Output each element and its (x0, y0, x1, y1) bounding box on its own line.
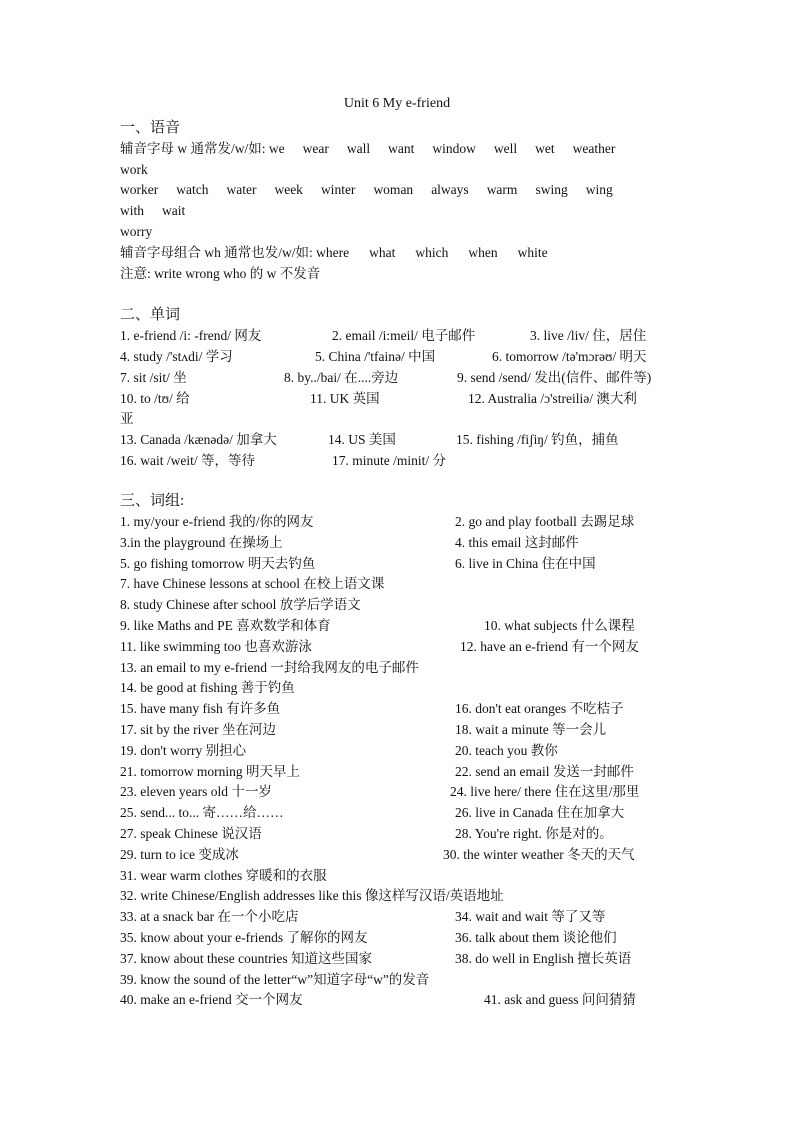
phrase-item: 11. like swimming too 也喜欢游泳 (120, 638, 312, 654)
phrase-item: 16. don't eat oranges 不吃桔子 (455, 701, 624, 717)
phonics-word: wait (162, 203, 186, 218)
phonics-word: with (120, 203, 145, 218)
vocab-item: 1. e-friend /i: -frend/ 网友 (120, 328, 262, 343)
phrase-item: 9. like Maths and PE 喜欢数学和体育 (120, 618, 331, 633)
phrase-item: 21. tomorrow morning 明天早上 (120, 763, 300, 779)
vocab-item: 12. Australia /ɔ'streiliə/ 澳大利 (468, 391, 637, 406)
phonics-line-1 (120, 139, 674, 159)
phonics-word: wet (535, 141, 555, 156)
phonics-line-5: worry (120, 224, 153, 239)
phonics-word: we (268, 141, 285, 156)
phrase-item: 34. wait and wait 等了又等 (455, 909, 606, 925)
phonics-intro-2: 辅音字母组合 wh 通常也发/w/如: (120, 245, 313, 260)
vocab-item: 5. China /'tfainə/ 中国 (315, 349, 436, 364)
phrase-item: 10. what subjects 什么课程 (484, 618, 635, 633)
phrase-item: 5. go fishing tomorrow 明天去钓鱼 (120, 555, 316, 571)
phonics-word: water (226, 182, 257, 197)
vocab-line-wrap: 亚 (120, 411, 134, 426)
phrase-item: 25. send... to... 寄……给…… (120, 805, 284, 821)
section-heading-2: 二、单词 (120, 307, 181, 323)
vocab-item: 8. by../bai/ 在....旁边 (284, 370, 399, 385)
phonics-word: what (369, 245, 396, 260)
phrase-item: 12. have an e-friend 有一个网友 (460, 638, 639, 654)
phrase-item: 3.in the playground 在操场上 (120, 534, 283, 550)
phonics-words-4 (120, 201, 203, 221)
phrase-item: 4. this email 这封邮件 (455, 534, 579, 550)
phonics-word: wear (302, 141, 329, 156)
phonics-line-2: work (120, 162, 148, 177)
phrase-item: 35. know about your e-friends 了解你的网友 (120, 930, 368, 945)
phonics-words-1 (269, 141, 633, 156)
vocab-item: 6. tomorrow /tə'mɔrəʊ/ 明天 (492, 349, 647, 364)
phrase-item: 30. the winter weather 冬天的天气 (443, 846, 635, 862)
phrase-item: 20. teach you 教你 (455, 742, 558, 758)
vocab-item: 10. to /tʊ/ 给 (120, 391, 190, 406)
vocab-item: 2. email /i:meil/ 电子邮件 (332, 328, 476, 343)
section-heading-3: 三、词组: (120, 493, 185, 509)
phonics-word: white (517, 245, 548, 260)
phonics-word: woman (373, 182, 414, 197)
phrase-item: 40. make an e-friend 交一个网友 (120, 992, 303, 1008)
phonics-word: when (468, 245, 498, 260)
note-line: 注意: write wrong who 的 w 不发音 (120, 266, 321, 281)
phonics-word: worker (120, 182, 159, 197)
phrase-item: 28. You're right. 你是对的。 (455, 826, 613, 841)
phrase-item: 29. turn to ice 变成冰 (120, 846, 239, 862)
phonics-word: wing (585, 182, 613, 197)
phrase-item: 7. have Chinese lessons at school 在校上语文课 (120, 576, 385, 592)
phrase-item: 31. wear warm clothes 穿暖和的衣服 (120, 867, 327, 883)
vocab-item: 4. study /'stʌdi/ 学习 (120, 349, 233, 364)
phonics-word: swing (535, 182, 568, 197)
phrase-item: 26. live in Canada 住在加拿大 (455, 805, 625, 821)
phrase-item: 14. be good at fishing 善于钓鱼 (120, 680, 295, 696)
phonics-word: where (316, 245, 350, 260)
phonics-words-3 (120, 180, 631, 200)
phrase-item: 13. an email to my e-friend 一封给我网友的电子邮件 (120, 659, 419, 675)
phonics-word: week (274, 182, 303, 197)
phonics-word: always (431, 182, 469, 197)
phonics-word: winter (320, 182, 356, 197)
phonics-word: warm (486, 182, 518, 197)
phrase-item: 33. at a snack bar 在一个小吃店 (120, 909, 299, 925)
phrase-item: 38. do well in English 擅长英语 (455, 950, 632, 966)
phonics-word: weather (572, 141, 616, 156)
phonics-word: watch (176, 182, 209, 197)
vocab-item: 7. sit /sit/ 坐 (120, 370, 187, 385)
phrase-item: 36. talk about them 谈论他们 (455, 930, 617, 945)
phonics-word: want (388, 141, 415, 156)
phrase-item: 37. know about these countries 知道这些国家 (120, 950, 372, 966)
vocab-item: 15. fishing /fiʃiŋ/ 钓鱼，捕鱼 (456, 432, 619, 447)
vocab-item: 17. minute /minit/ 分 (332, 453, 446, 468)
phonics-word: well (493, 141, 518, 156)
phrase-item: 22. send an email 发送一封邮件 (455, 763, 634, 779)
phonics-line-6 (120, 243, 568, 263)
phrase-item: 39. know the sound of the letter“w”知道字母“w”的发音 (120, 971, 430, 987)
phrase-item: 27. speak Chinese 说汉语 (120, 826, 262, 841)
phrase-item: 6. live in China 住在中国 (455, 555, 596, 571)
phrase-item: 19. don't worry 别担心 (120, 742, 247, 758)
phrase-item: 18. wait a minute 等一会儿 (455, 722, 607, 737)
phrase-item: 2. go and play football 去踢足球 (455, 514, 635, 529)
phrase-item: 1. my/your e-friend 我的/你的网友 (120, 514, 314, 529)
vocab-item: 11. UK 英国 (310, 391, 380, 406)
phrase-item: 32. write Chinese/English addresses like this 像这样写汉语/英语地址 (120, 888, 504, 904)
vocab-item: 14. US 美国 (328, 432, 396, 447)
phonics-intro-1: 辅音字母 w 通常发/w/如: (120, 141, 266, 156)
phonics-words-6 (316, 245, 567, 260)
vocab-item: 16. wait /weit/ 等，等待 (120, 453, 255, 468)
phrase-item: 23. eleven years old 十一岁 (120, 784, 272, 800)
phrase-item: 17. sit by the river 坐在河边 (120, 722, 276, 737)
vocab-item: 9. send /send/ 发出(信件、邮件等) (457, 370, 652, 385)
phrase-item: 41. ask and guess 问问猜猜 (484, 992, 636, 1008)
phrase-item: 24. live here/ there 住在这里/那里 (450, 784, 640, 800)
phonics-word: which (415, 245, 449, 260)
section-heading-1: 一、语音 (120, 120, 181, 136)
phonics-word: wall (346, 141, 371, 156)
phonics-word: window (432, 141, 476, 156)
phrase-item: 15. have many fish 有许多鱼 (120, 701, 281, 717)
vocab-item: 13. Canada /kænədə/ 加拿大 (120, 432, 277, 447)
vocab-item: 3. live /liv/ 住，居住 (530, 328, 647, 343)
phrase-item: 8. study Chinese after school 放学后学语文 (120, 597, 361, 613)
page-title: Unit 6 My e-friend (343, 96, 451, 111)
